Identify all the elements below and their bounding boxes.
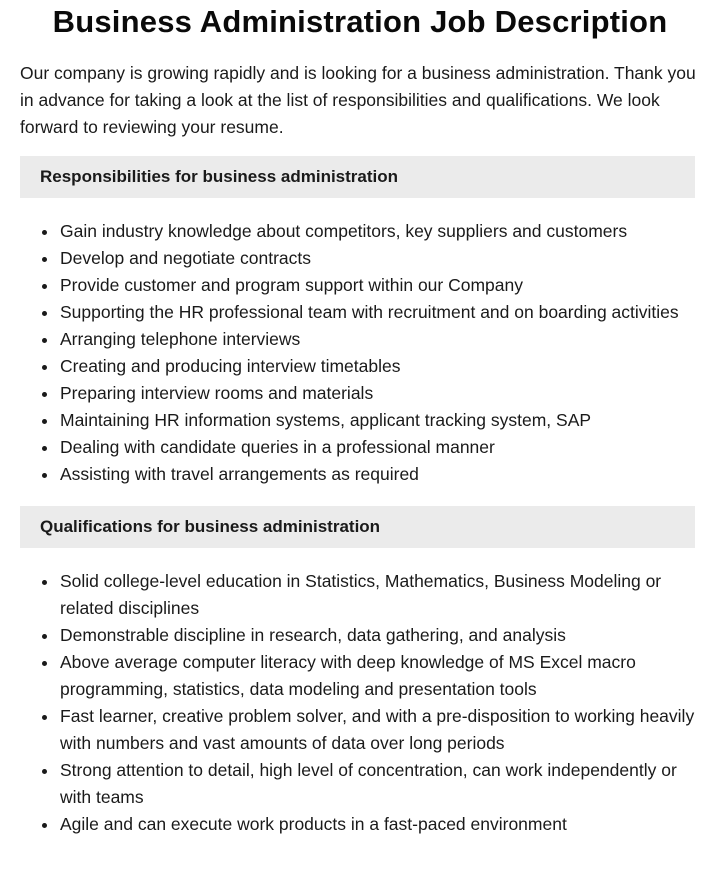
- qualifications-section: [20, 506, 700, 838]
- bullet-icon: [42, 580, 47, 585]
- responsibilities-header: Responsibilities for business administration: [20, 156, 695, 198]
- list-item-text: Agile and can execute work products in a fast-paced environment: [60, 814, 567, 834]
- list-item-text: Assisting with travel arrangements as required: [60, 464, 419, 484]
- bullet-icon: [42, 311, 47, 316]
- list-item-text: Provide customer and program support within our Company: [60, 275, 523, 295]
- responsibilities-section: [20, 156, 700, 488]
- bullet-icon: [42, 257, 47, 262]
- list-item: [20, 622, 700, 649]
- list-item: [20, 380, 700, 407]
- list-item: [20, 245, 700, 272]
- list-item-text: Creating and producing interview timetables: [60, 356, 401, 376]
- bullet-icon: [42, 338, 47, 343]
- page-title: Business Administration Job Description: [52, 4, 668, 39]
- bullet-icon: [42, 823, 47, 828]
- list-item: [20, 649, 700, 703]
- list-item-text: Develop and negotiate contracts: [60, 248, 311, 268]
- list-item: [20, 568, 700, 622]
- list-item-text: Strong attention to detail, high level of concentration, can work independently or with teams: [60, 760, 677, 807]
- list-item: [20, 218, 700, 245]
- responsibilities-list: [20, 218, 700, 488]
- bullet-icon: [42, 230, 47, 235]
- list-item: [20, 461, 700, 488]
- list-item-text: Preparing interview rooms and materials: [60, 383, 374, 403]
- qualifications-list: [20, 568, 700, 838]
- list-item: [20, 703, 700, 757]
- bullet-icon: [42, 715, 47, 720]
- bullet-icon: [42, 769, 47, 774]
- list-item: [20, 811, 700, 838]
- intro-paragraph: Our company is growing rapidly and is looking for a business administration. Thank you in advance for taking a look at the list of responsibilities and qualifications. We look forward to reviewing your resume.: [20, 63, 696, 137]
- bullet-icon: [42, 392, 47, 397]
- list-item: [20, 272, 700, 299]
- bullet-icon: [42, 284, 47, 289]
- list-item-text: Gain industry knowledge about competitors, key suppliers and customers: [60, 221, 628, 241]
- bullet-icon: [42, 473, 47, 478]
- list-item-text: Solid college-level education in Statistics, Mathematics, Business Modeling or related disciplines: [60, 571, 662, 618]
- list-item: [20, 407, 700, 434]
- bullet-icon: [42, 661, 47, 666]
- list-item-text: Above average computer literacy with deep knowledge of MS Excel macro programming, statistics, data modeling and presentation tools: [60, 652, 636, 699]
- list-item: [20, 434, 700, 461]
- list-item: [20, 757, 700, 811]
- list-item-text: Demonstrable discipline in research, data gathering, and analysis: [60, 625, 566, 645]
- list-item-text: Maintaining HR information systems, applicant tracking system, SAP: [60, 410, 592, 430]
- bullet-icon: [42, 446, 47, 451]
- bullet-icon: [42, 419, 47, 424]
- list-item: [20, 353, 700, 380]
- list-item: [20, 326, 700, 353]
- list-item-text: Dealing with candidate queries in a professional manner: [60, 437, 495, 457]
- bullet-icon: [42, 365, 47, 370]
- list-item-text: Arranging telephone interviews: [60, 329, 301, 349]
- list-item-text: Fast learner, creative problem solver, and with a pre-disposition to working heavily with numbers and vast amounts of data over long periods: [60, 706, 695, 753]
- list-item: [20, 299, 700, 326]
- qualifications-header: Qualifications for business administration: [20, 506, 695, 548]
- list-item-text: Supporting the HR professional team with recruitment and on boarding activities: [60, 302, 679, 322]
- bullet-icon: [42, 634, 47, 639]
